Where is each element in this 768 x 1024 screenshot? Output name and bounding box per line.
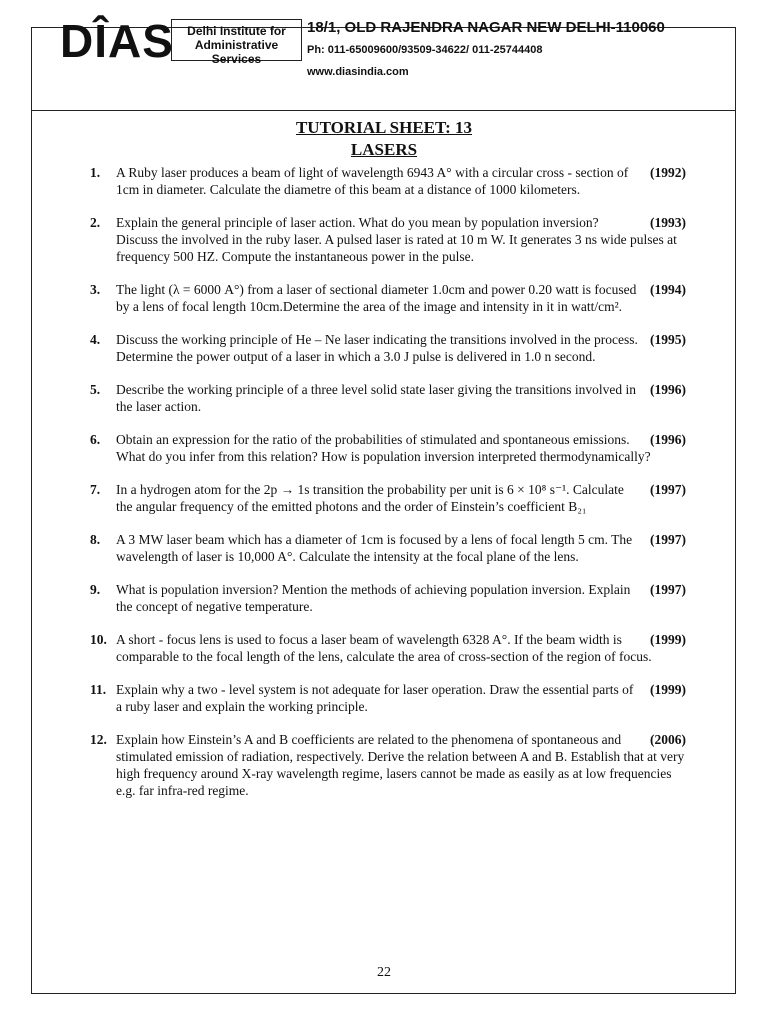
question-number: 8. xyxy=(90,532,101,547)
question-item xyxy=(90,531,686,565)
question-item xyxy=(90,681,686,715)
question-text: A Ruby laser produces a beam of light of wavelength 6943 A° with a circular cross - section of 1cm in diameter. Calculate the diametre of this beam at a distance of 1000 kilometers. xyxy=(116,165,629,197)
question-list xyxy=(90,164,686,815)
question-text: Discuss the working principle of He – Ne laser indicating the transitions involved in the process. Determine the power output of a laser in which a 3.0 J pulse is delivered in 1.0 n second. xyxy=(116,332,638,364)
question-text: Explain why a two - level system is not adequate for laser operation. Draw the essential parts of a ruby laser and explain the working principle. xyxy=(116,682,634,714)
question-text: Describe the working principle of a three level solid state laser giving the transitions involved in the laser action. xyxy=(116,382,636,414)
question-year: (1994) xyxy=(650,282,686,297)
question-item xyxy=(90,481,686,515)
question-year: (1997) xyxy=(650,582,686,597)
contact-block xyxy=(307,17,665,83)
question-number: 7. xyxy=(90,482,101,497)
question-year: (2006) xyxy=(650,732,686,747)
question-text: A 3 MW laser beam which has a diameter of 1cm is focused by a lens of focal length 5 cm. The wavelength of laser is 10,000 A°. Calculate the intensity at the focal plane of the lens. xyxy=(116,532,633,564)
sheet-title: TUTORIAL SHEET: 13 xyxy=(295,118,473,137)
question-year: (1997) xyxy=(650,482,686,497)
question-text: Explain how Einstein’s A and B coefficients are related to the phenomena of spontaneous and stimulated emission of radiation, respectively. Derive the relation between A and B. Establish that at very high frequency around X-ray wavelength regime, lasers cannot be made as easily as at low frequencies e.g. far infra-red regime. xyxy=(116,732,685,798)
sheet-subtitle: LASERS xyxy=(350,140,418,159)
question-year: (1999) xyxy=(650,682,686,697)
institute-name-line2: Administrative Services xyxy=(194,38,279,66)
question-text: A short - focus lens is used to focus a laser beam of wavelength 6328 A°. If the beam width is comparable to the focal length of the lens, calculate the area of cross-section of the region of focus. xyxy=(116,632,652,664)
question-number: 9. xyxy=(90,582,101,597)
question-year: (1995) xyxy=(650,332,686,347)
institute-name-line1: Delhi Institute for xyxy=(187,24,286,38)
question-item xyxy=(90,281,686,315)
institute-name-box xyxy=(171,19,302,66)
question-number: 5. xyxy=(90,382,101,397)
question-year: (1996) xyxy=(650,382,686,397)
question-year: (1996) xyxy=(650,432,686,447)
question-number: 10. xyxy=(90,632,107,647)
dias-logo: DÎAS xyxy=(60,15,174,67)
question-year: (1992) xyxy=(650,165,686,180)
question-item xyxy=(90,431,686,465)
question-number: 2. xyxy=(90,215,101,230)
page-number: 22 xyxy=(377,965,391,980)
question-text: The light (λ = 6000 A°) from a laser of sectional diameter 1.0cm and power 0.20 watt is focused by a lens of focal length 10cm.Determine the area of the image and intensity in it in watt/cm². xyxy=(116,282,637,314)
question-text: What is population inversion? Mention the methods of achieving population inversion. Explain the concept of negative temperature. xyxy=(116,582,631,614)
question-number: 12. xyxy=(90,732,107,747)
question-item xyxy=(90,731,686,799)
question-text: Explain the general principle of laser action. What do you mean by population inversion? Discuss the involved in the ruby laser. A pulsed laser is rated at 10 m W. It generates 3 ns wide pulses at frequency 500 HZ. Compute the instantaneous power in the pulse. xyxy=(116,215,677,264)
address-line: 18/1, OLD RAJENDRA NAGAR NEW DELHI-110060 xyxy=(307,19,665,36)
question-year: (1993) xyxy=(650,215,686,230)
question-number: 4. xyxy=(90,332,101,347)
question-number: 1. xyxy=(90,165,101,180)
question-year: (1997) xyxy=(650,532,686,547)
question-item xyxy=(90,164,686,198)
question-item xyxy=(90,381,686,415)
question-text: Obtain an expression for the ratio of the probabilities of stimulated and spontaneous emissions. What do you infer from this relation? How is population inversion interpreted thermodynamically? xyxy=(116,432,651,464)
phone-line: Ph: 011-65009600/93509-34622/ 011-25744408 xyxy=(307,44,543,56)
question-number: 6. xyxy=(90,432,101,447)
question-item xyxy=(90,214,686,265)
question-number: 11. xyxy=(90,682,107,697)
question-item xyxy=(90,631,686,665)
question-text: In a hydrogen atom for the 2p → 1s transition the probability per unit is 6 × 10⁸ s⁻¹. Calculate the angular frequency of the emitted photons and the order of Einstein’s coefficient B₂₁ xyxy=(116,482,624,514)
website-line: www.diasindia.com xyxy=(307,66,409,78)
question-item xyxy=(90,581,686,615)
question-number: 3. xyxy=(90,282,101,297)
question-year: (1999) xyxy=(650,632,686,647)
question-item xyxy=(90,331,686,365)
